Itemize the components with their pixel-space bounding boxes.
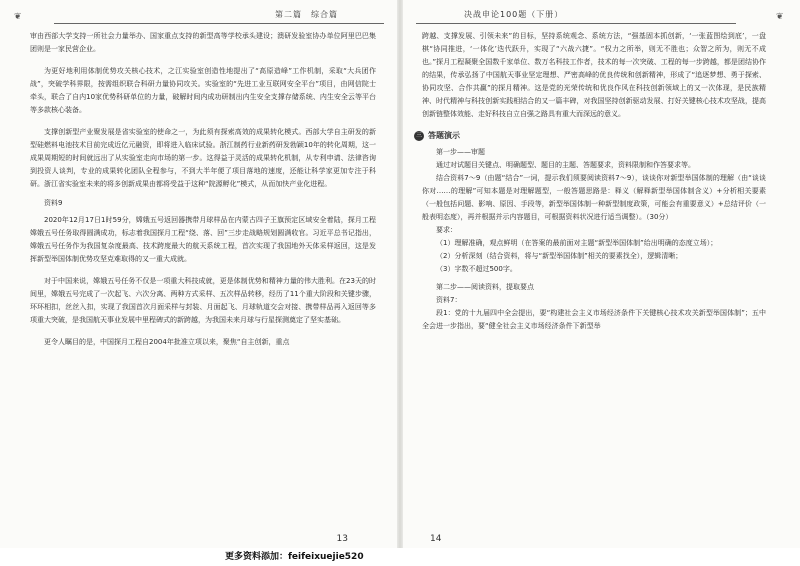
- left-page-header: [14, 8, 384, 24]
- left-page: [0, 0, 398, 548]
- paragraph: 跨越、支撑发展、引领未来”的目标，坚持系统观念、系统方法，“强基固本抓创新，‘一张蓝图绘到底’，一盘棋“协同推进，‘一体化’迭代跃升，实现了“六战六捷”。“权力之所举，则无不胜也；众智之所为，则无不成也。”探月工程凝聚全国数千家单位、数万名科技工作者，技术的每一次突破、工程的每一步跨越，都是团结协作的结果，传承弘扬了中国航天事业坚定理想、严密高峰的优良传统和创新精神，形成了“追逐梦想、勇于探索、协同攻坚、合作共赢”的探月精神。这是党的光荣传统和优良作风在科技创新领域上的又一次体现，是民族精神、时代精神与科技创新实践相结合的又一篇丰碑，对我国坚持创新驱动发展、打好关键核心技术攻坚战，提高创新链整体效能、走好科技自立自强之路具有重大而深远的意义。: [422, 32, 766, 118]
- step-title: 第一步——审题: [436, 148, 485, 156]
- footer-banner: [0, 548, 800, 566]
- paragraph: 通过对试题目关键点、明确题型、题目的主题、答题要求，资料限制和作答要求等。: [436, 161, 695, 169]
- material-label: 资料9: [44, 199, 63, 207]
- paragraph: 支撑创新型产业聚发展是省实验室的使命之一，为此须有探索高效的成果转化模式。西部大学自主研发的新型硅燃料电池技术目前完成近亿元融资，即将进入临床试验。浙江制药行业新药研发勃颖10年的转化周期，这一成果周期短的时间就远出了从实验室走向市场的第一步。这得益于灵活的成果转化机制，从专利申请、法律咨询到投资人谈判，专业的成果转化团队全程参与，不到大半年便了项目落地的速度，还能让科学家更加专注于科研。浙江省实验室未来的将多创新成果由都将受益于这种“院源孵化”模式，从而加快产业化进程。: [30, 128, 376, 188]
- paragraph: 审由西部大学支持一所社会力量举办、国家重点支持的新型高等学校承头建设；澳研发验室协办单位阿里巴巴集团则是一家民营企业。: [30, 32, 376, 53]
- step-title: 第二步——阅读资料，提取要点: [436, 283, 534, 291]
- left-header-title: 第二篇 综合篇: [275, 10, 338, 19]
- paragraph: 结合资料7～9（由题“结合”一词，提示我们须要阅读资料7～9），谈谈你对新型举国体制的理解（由“谈谈你对……的理解”可知本题是对理解题型，一般答题思路是：释义（解释新型举国体制含义）+分析相关要素（一般包括问题、影响、原因、手段等，新型举国体制一种新型制度政策，可能会有重要意义）+总结评价（一般表明态度），再并根据并示内容题目，可根据资料状况进行适当调整）。（30分）: [422, 174, 766, 221]
- section-badge: 三: [415, 131, 422, 139]
- footer-text: 更多资料添加：feifeixuejie520: [225, 552, 364, 562]
- right-page-number: 14: [430, 534, 442, 544]
- right-page: [402, 0, 800, 548]
- paragraph: 对于中国来说，嫦娥五号任务不仅是一项重大科技成就，更是体制优势和精神力量的伟大胜利。在23天的时间里，嫦娥五号完成了一次起飞、六次分离、两种方式采样、五次样品转移，经历了11个重大阶段和关键步骤，环环相扣，丝丝入扣，实现了我国首次月面采样与封装、月面起飞、月球轨道交会对接、携带样品再入返回等多项重大突破，是我国航天事业发展中里程碑式的新跨越，为我国未来月球与行星探测奠定了坚实基础。: [30, 277, 376, 324]
- left-page-body: [30, 30, 376, 349]
- section-heading: [414, 129, 766, 142]
- material-label: 资料7：: [436, 296, 462, 304]
- right-page-header: [416, 8, 786, 24]
- requirement-item: （2）分析深刻（结合资料，将与“新型举国体制”相关的要素找全），逻辑清晰；: [436, 252, 683, 260]
- header-rule: [54, 23, 384, 24]
- header-rule: [416, 23, 736, 24]
- requirement-item: （3）字数不超过500字。: [436, 265, 517, 273]
- paragraph: 2020年12月17日1时59分，嫦娥五号返回器携带月球样品在内蒙古四子王旗预定区域安全着陆，探月工程嫦娥五号任务取得圆满成功，标志着我国探月工程“绕、落、回”三步走战略规划圆满收官。习近平总书记指出，嫦娥五号任务作为我国复杂度最高、技术跨度最大的航天系统工程，首次实现了我国地外天体采样返回，这是发挥新型举国体制优势攻坚克难取得的又一重大成就。: [30, 216, 376, 263]
- leaf-ornament-icon: ❦: [14, 12, 22, 22]
- paragraph: 为更好地利用体制优势攻关核心技术，之江实验室创造性地提出了“高原造峰”工作机制，采取“大兵团作战”，突破学科界限，按需组织联合科研力量协同攻关。实验室的“先进工业互联网安全平台”项目，由网信院士牵头，联合了自内10家优势科研单位的力量，破解时间内成功研制出内生安全支撑存储系统、内生安全云等平台等多款核心装备。: [30, 67, 376, 114]
- leaf-ornament-icon: ❦: [776, 12, 784, 22]
- paragraph: 更令人瞩目的是，中国探月工程自2004年批准立项以来，聚焦“自主创新，重点: [44, 338, 290, 346]
- left-page-number: 13: [336, 534, 348, 544]
- right-page-body: [415, 30, 766, 333]
- requirements-label: 要求：: [436, 226, 457, 234]
- paragraph: 段1：党的十九届四中全会提出，要“构建社会主义市场经济条件下关键核心技术攻关新型举国体制”；五中全会进一步指出，要“健全社会主义市场经济条件下新型举: [422, 309, 766, 330]
- right-header-title: 决战申论100题（下册）: [464, 10, 564, 19]
- section-title: 答题演示: [428, 131, 460, 140]
- requirement-item: （1）理解准确，观点鲜明（在答案的最前面对主题“新型举国体制”给出明确的态度立场）；: [436, 239, 718, 247]
